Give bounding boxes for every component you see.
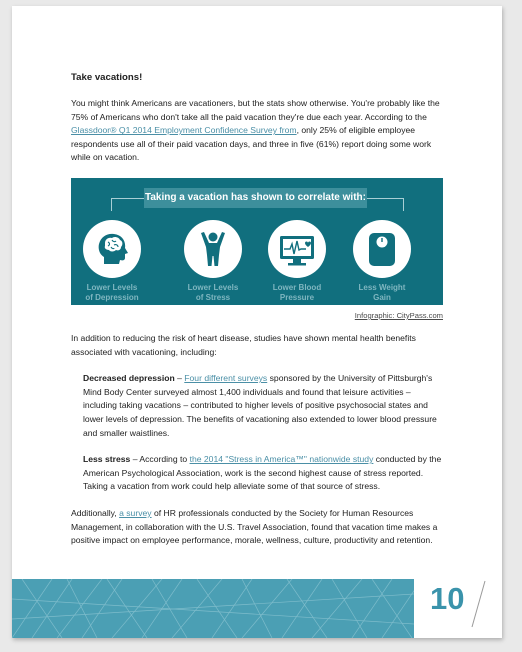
benefit-stress	[177, 220, 249, 303]
depression-dash: –	[174, 373, 185, 384]
benefit-circle	[353, 220, 411, 278]
footer-decorative-band	[12, 579, 414, 638]
glassdoor-survey-link[interactable]: Glassdoor® Q1 2014 Employment Confidence Survey from	[71, 125, 297, 136]
raised-arms-person-icon	[193, 229, 233, 269]
shrm-survey-link[interactable]: a survey	[119, 507, 152, 518]
benefit-weight	[346, 220, 418, 303]
benefit-label	[261, 283, 333, 303]
depression-paragraph	[83, 372, 445, 440]
banner-bracket-right	[367, 198, 404, 211]
banner-bracket-left	[111, 198, 145, 211]
additional-paragraph	[71, 507, 445, 548]
infographic-banner: Taking a vacation has shown to correlate with:	[144, 188, 367, 208]
benefit-label-line2: of Stress	[195, 292, 231, 302]
page-content	[71, 72, 445, 548]
benefit-label-line1: Lower Levels	[187, 282, 239, 292]
four-surveys-link[interactable]: Four different surveys	[184, 373, 268, 384]
infographic	[71, 178, 443, 305]
footer-line-pattern	[12, 579, 414, 638]
heart-monitor-icon	[276, 229, 318, 269]
infographic-credit-link[interactable]: Infographic: CityPass.com	[354, 310, 443, 320]
brain-head-icon	[92, 229, 132, 269]
document-page	[12, 6, 502, 638]
benefit-label-line1: Lower Levels	[86, 282, 138, 292]
benefit-label	[76, 283, 148, 303]
page-footer	[12, 579, 502, 638]
intro-paragraph	[71, 97, 445, 165]
stress-study-link[interactable]: the 2014 "Stress in America™" nationwide study	[189, 454, 374, 465]
benefit-label	[346, 283, 418, 303]
benefit-label	[177, 283, 249, 303]
benefit-circle	[184, 220, 242, 278]
depression-text: sponsored by the University of Pittsburgh's Mind Body Center surveyed almost 1,400 individuals and found that leisure activities – including taking vacations – contributed to higher levels of positive psychosocial states and lower levels of depression. The benefits of vacationing also extended to lower blood pressure and smaller waistlines.	[83, 373, 437, 438]
stress-text-1: – According to	[130, 454, 190, 465]
stress-label: Less stress	[83, 454, 131, 465]
benefit-label-line2: of Depression	[85, 292, 139, 302]
benefit-label-line2: Pressure	[279, 292, 315, 302]
additional-text-1: Additionally,	[71, 507, 120, 518]
benefit-circle	[83, 220, 141, 278]
section-title: Take vacations!	[71, 72, 143, 83]
benefit-blood-pressure	[261, 220, 333, 303]
intro-text-1: You might think Americans are vacationers, but the stats show otherwise. You're probably like the 75% of Americans who don't take all the paid vacation they're due each year. According to the	[71, 98, 440, 122]
page-number: 10	[430, 581, 465, 616]
intro-text-2: , only 25% of eligible employee respondents use all of their paid vacation days, and three in five (61%) report doing some work while on vacation.	[71, 125, 432, 163]
transition-paragraph: In addition to reducing the risk of heart disease, studies have shown mental health benefits associated with vacationing, including:	[71, 332, 416, 357]
benefit-circle	[268, 220, 326, 278]
depression-label: Decreased depression	[83, 373, 175, 384]
stress-paragraph	[83, 453, 445, 494]
additional-text-2: of HR professionals conducted by the Society for Human Resources Management, in collaboration with the U.S. Travel Association, found that vacation time makes a positive impact on employee performance, morale, wellness, culture, productivity and retention.	[71, 507, 438, 546]
stress-text-2: conducted by the American Psychological Association, work is the second highest cause of stress reported. Taking a vacation from work could help alleviate some of that source of stress.	[83, 454, 442, 492]
benefit-depression	[76, 220, 148, 303]
scale-icon	[362, 229, 402, 269]
benefit-label-line2: Gain	[373, 292, 391, 302]
benefit-label-line1: Less Weight	[358, 282, 406, 292]
page-number-slash	[469, 579, 489, 629]
infographic-credit	[71, 311, 443, 320]
benefit-label-line1: Lower Blood	[272, 282, 322, 292]
